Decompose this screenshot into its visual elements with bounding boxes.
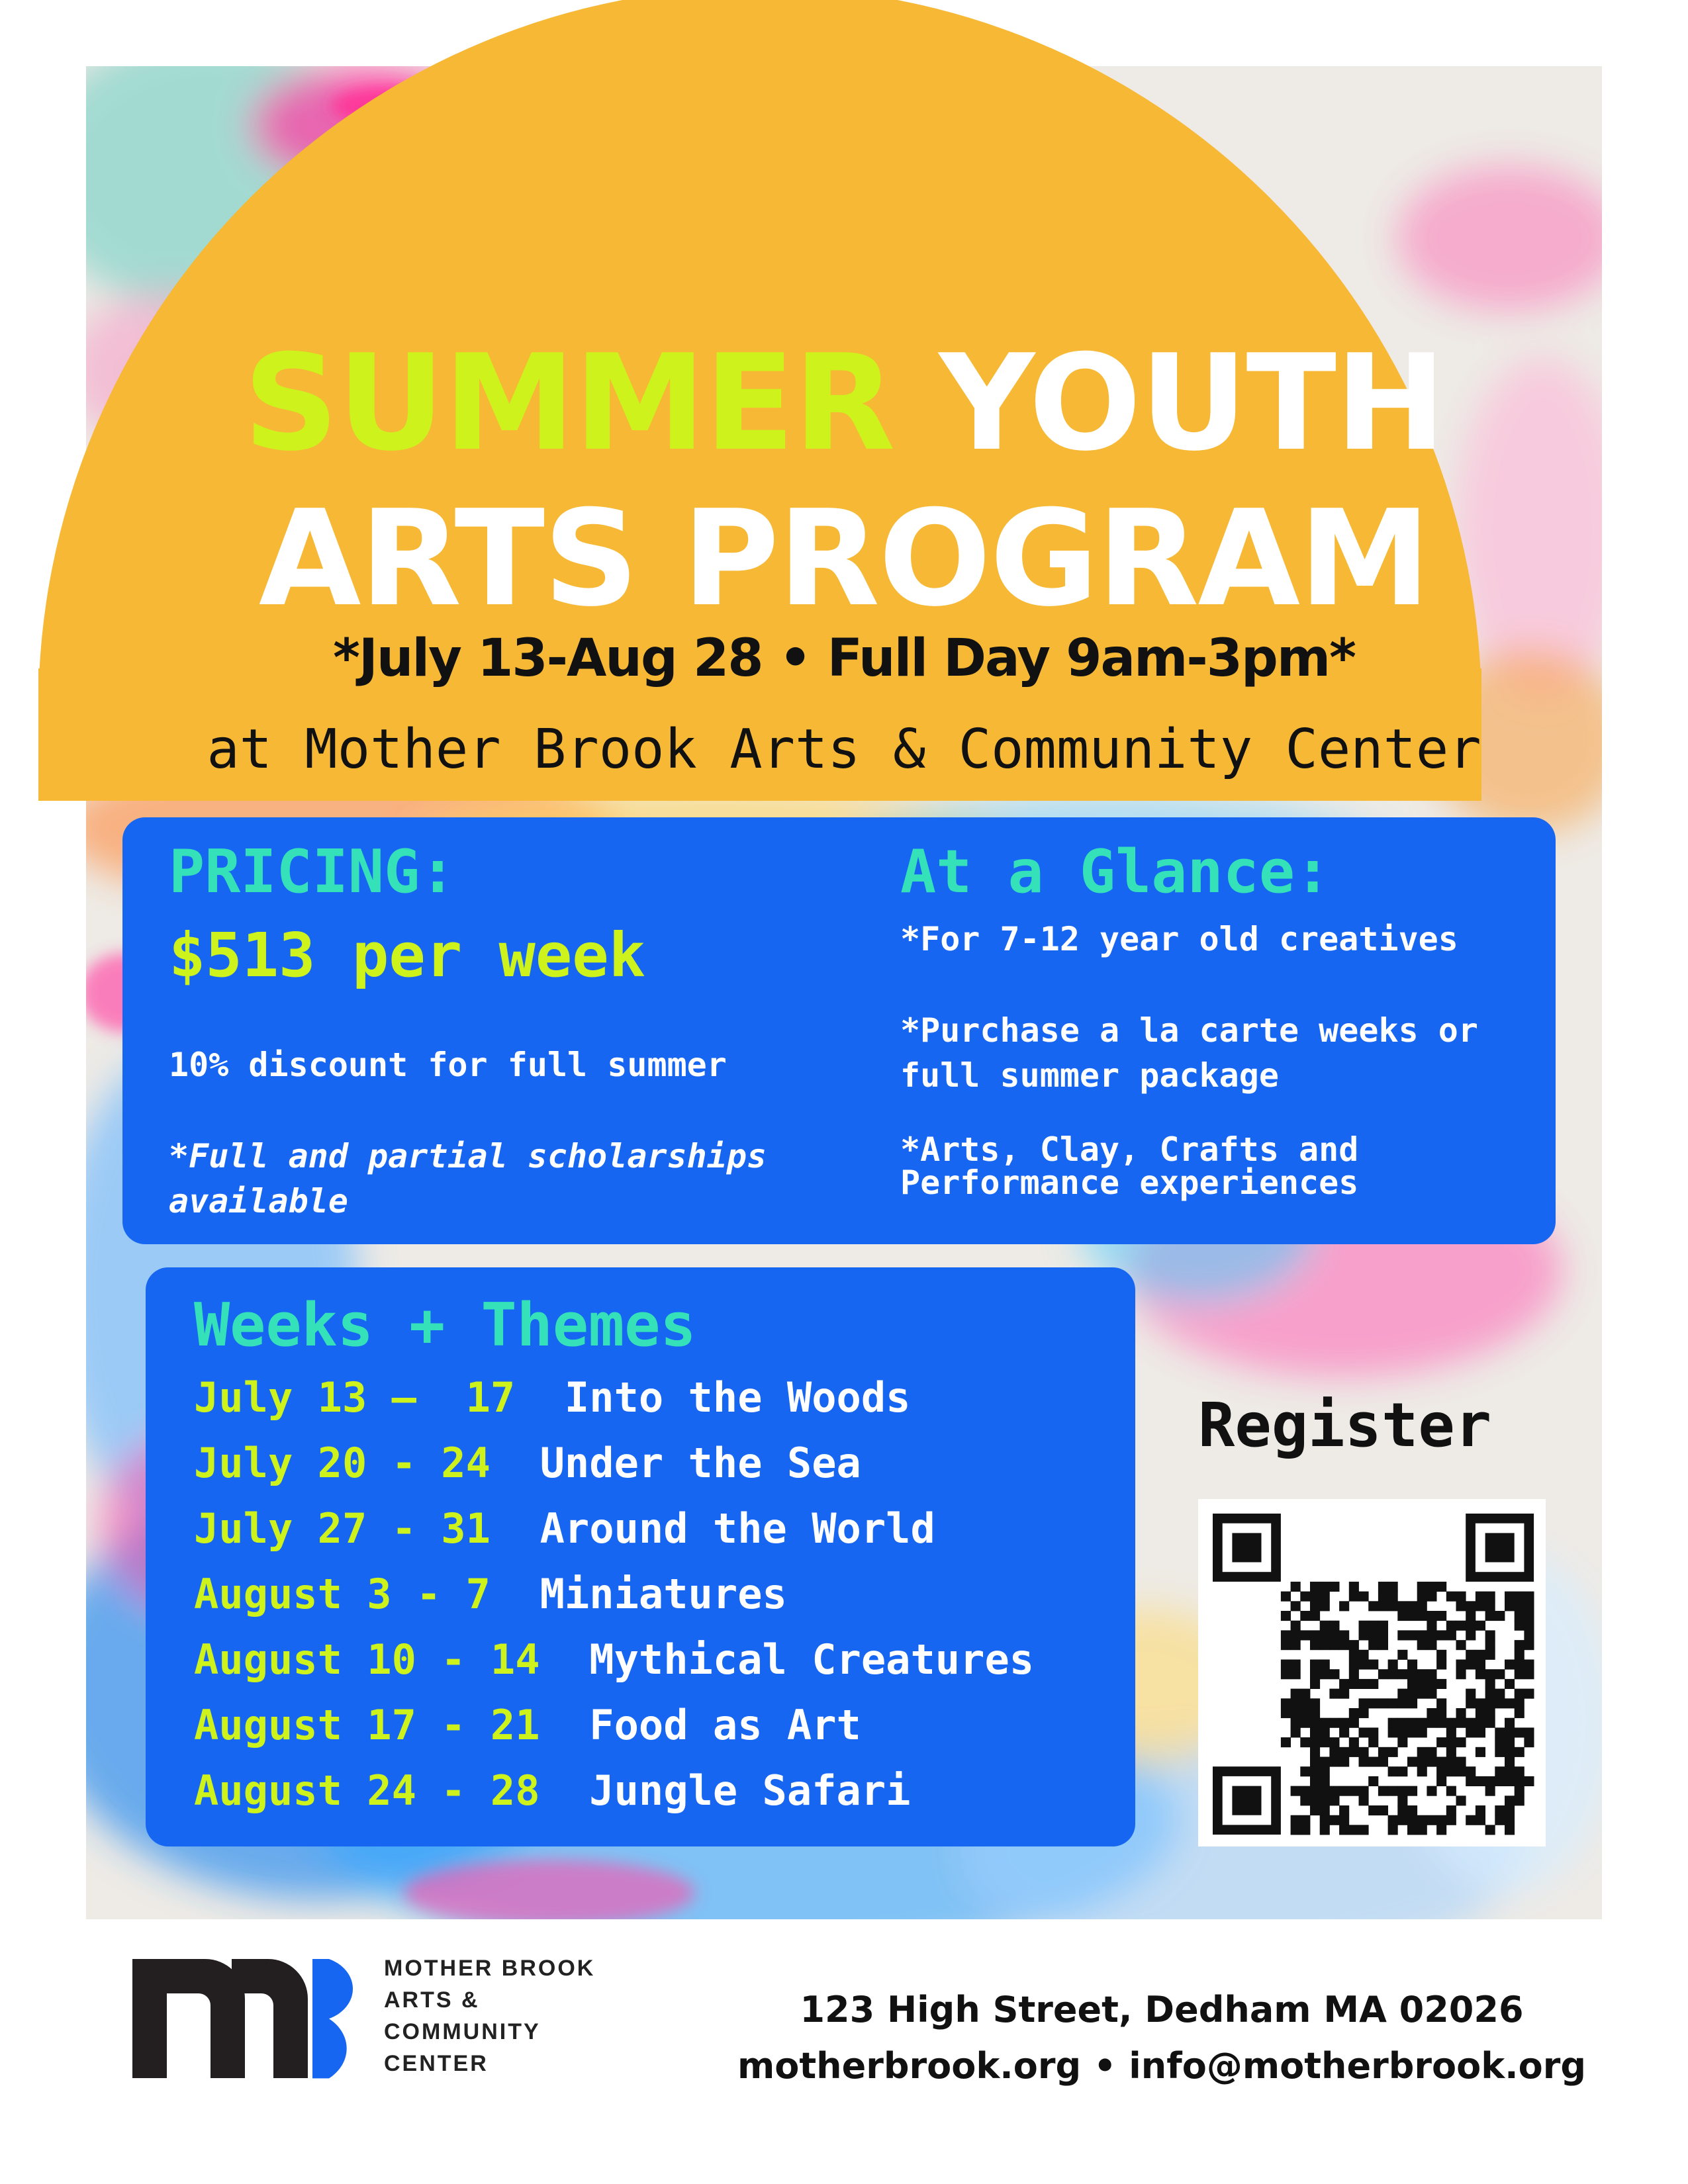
week-range: August 10 - 14 — [194, 1635, 540, 1684]
pricing-panel — [122, 817, 1556, 1244]
title-accent: SUMMER — [243, 326, 894, 480]
week-theme: Into the Woods — [564, 1373, 911, 1422]
page-title-line2: ARTS PROGRAM — [258, 482, 1430, 636]
week-range: July 13 – 17 — [194, 1373, 516, 1422]
week-theme: Food as Art — [589, 1701, 861, 1749]
week-theme: Around the World — [539, 1504, 935, 1553]
org-name-line: MOTHER BROOK — [384, 1956, 596, 1981]
week-row — [194, 1439, 861, 1487]
glance-item-arts-2: Performance experiences — [900, 1163, 1359, 1202]
week-theme: Under the Sea — [539, 1439, 861, 1487]
scholarship-text-1: *Full and partial scholarships — [169, 1137, 767, 1175]
glance-heading: At a Glance: — [900, 837, 1331, 907]
program-dates: *July 13-Aug 28 • Full Day 9am-3pm* — [333, 629, 1355, 688]
pricing-heading: PRICING: — [169, 837, 456, 907]
venue-line: at Mother Brook Arts & Community Center — [207, 718, 1481, 781]
address: 123 High Street, Dedham MA 02026 — [800, 1989, 1524, 2030]
contact-links[interactable]: motherbrook.org • info@motherbrook.org — [737, 2045, 1586, 2087]
org-name-line: COMMUNITY — [384, 2019, 541, 2044]
org-name-line: ARTS & — [384, 1987, 480, 2013]
mother-brook-logo-icon — [132, 1959, 357, 2105]
glance-item-purchase-1: *Purchase a la carte weeks or — [900, 1011, 1478, 1050]
week-range: August 3 - 7 — [194, 1570, 491, 1618]
org-name-line: CENTER — [384, 2051, 489, 2076]
glance-item-purchase-2: full summer package — [900, 1056, 1279, 1095]
glance-item-age: *For 7-12 year old creatives — [900, 920, 1458, 958]
qr-code-icon[interactable] — [1198, 1499, 1546, 1846]
week-range: July 27 - 31 — [194, 1504, 491, 1553]
title-rest: YOUTH — [939, 326, 1445, 480]
org-name — [384, 1952, 595, 2079]
page-title-line1 — [0, 326, 1688, 480]
week-row — [194, 1766, 911, 1815]
discount-text: 10% discount for full summer — [169, 1046, 727, 1084]
qr-code-graphic[interactable] — [1198, 1499, 1546, 1846]
week-row — [194, 1570, 787, 1618]
weeks-panel — [146, 1267, 1135, 1846]
week-theme: Miniatures — [539, 1570, 787, 1618]
register-label: Register — [1198, 1390, 1492, 1461]
scholarship-text-2: available — [169, 1182, 348, 1220]
week-range: July 20 - 24 — [194, 1439, 491, 1487]
week-range: August 17 - 21 — [194, 1701, 540, 1749]
week-row — [194, 1373, 911, 1422]
week-row — [194, 1701, 861, 1749]
weeks-heading: Weeks + Themes — [194, 1291, 696, 1360]
glance-item-arts-1: *Arts, Clay, Crafts and — [900, 1130, 1359, 1169]
price: $513 per week — [169, 920, 646, 991]
week-row — [194, 1635, 1034, 1684]
week-theme: Jungle Safari — [589, 1766, 911, 1815]
week-row — [194, 1504, 935, 1553]
week-theme: Mythical Creatures — [589, 1635, 1035, 1684]
week-range: August 24 - 28 — [194, 1766, 540, 1815]
